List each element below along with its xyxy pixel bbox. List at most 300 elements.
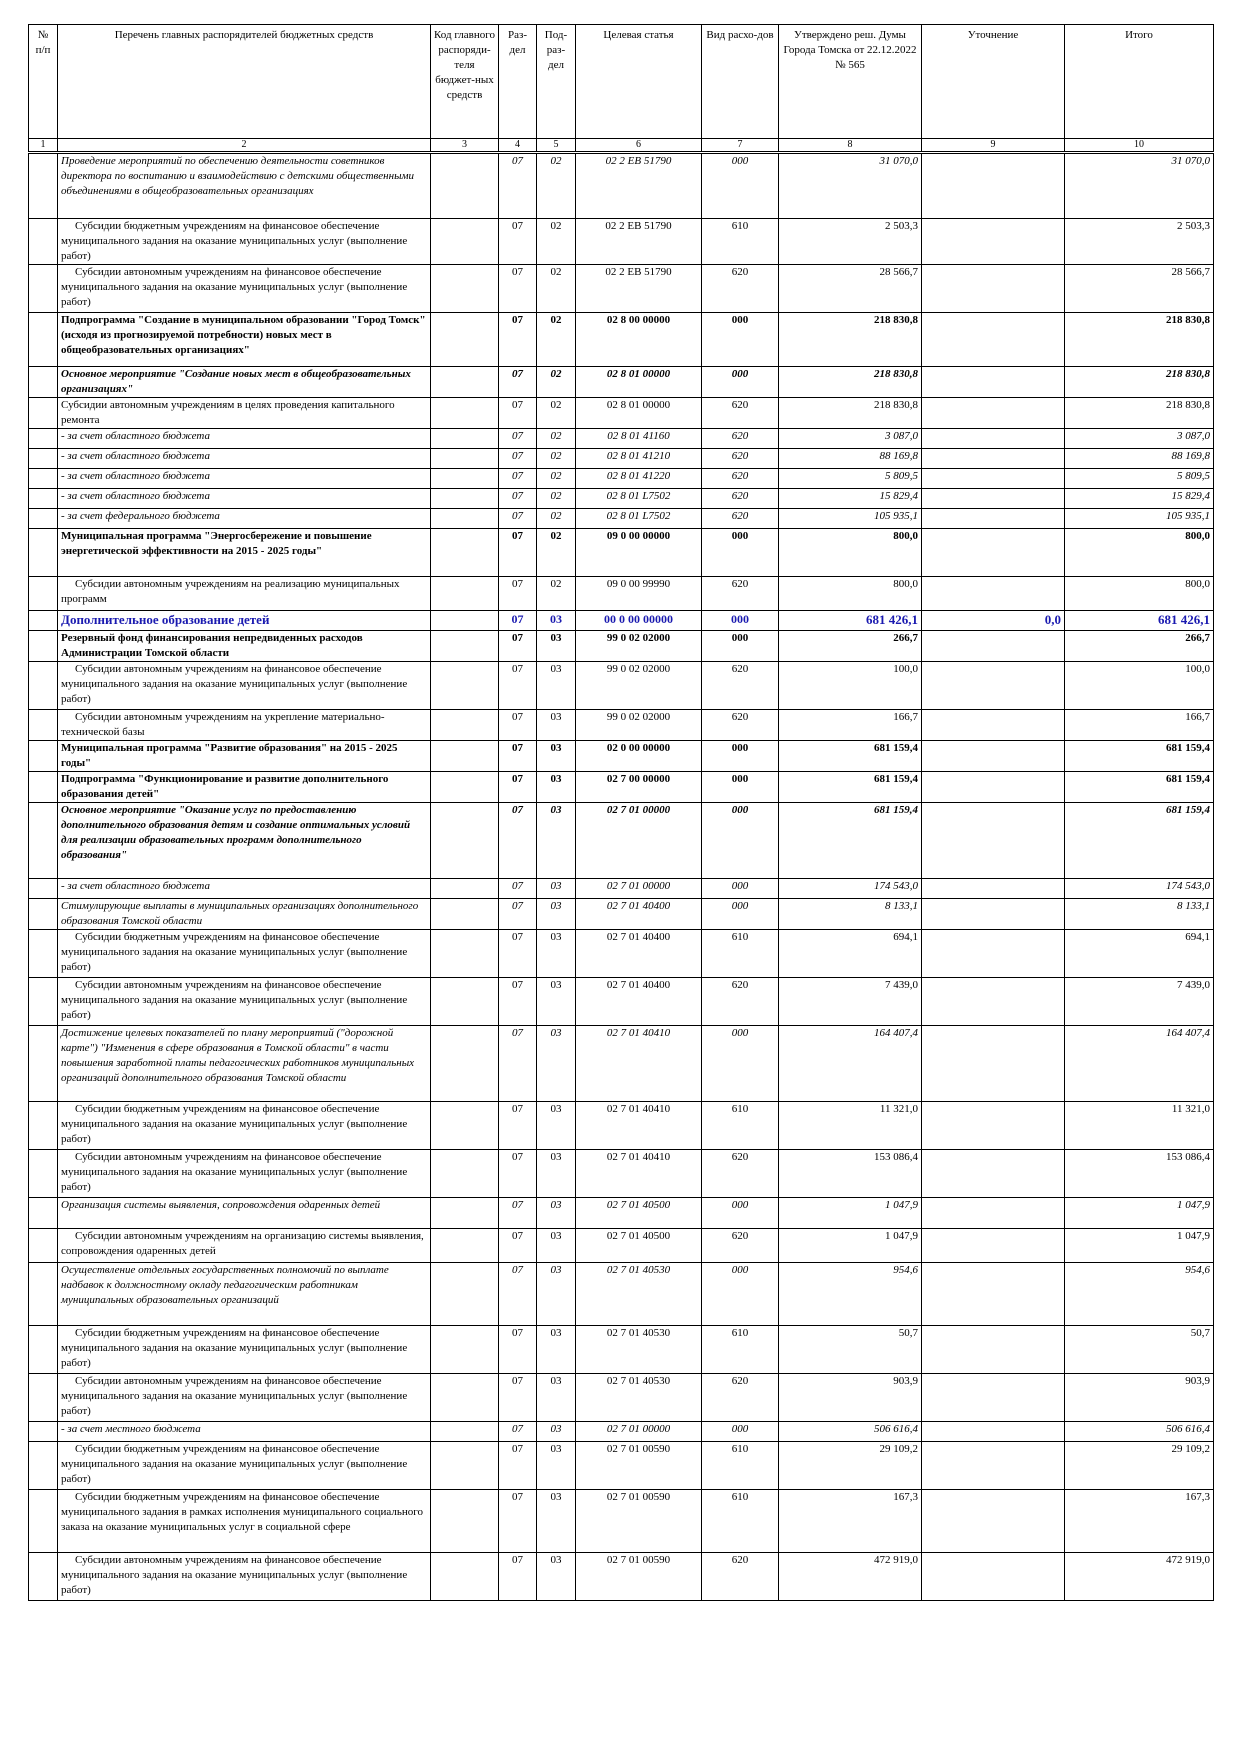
row-name-cell: Субсидии автономным учреждениям на финансовое обеспечение муниципального задания на оказание муниципальных услуг (выполнение работ) (58, 978, 431, 1026)
total-amount-cell: 3 087,0 (1065, 429, 1214, 449)
change-amount-cell (922, 879, 1065, 899)
total-amount-cell: 681 159,4 (1065, 741, 1214, 772)
row-number-cell (29, 1229, 58, 1263)
expense-type-cell: 000 (702, 1026, 779, 1102)
expense-type-cell: 610 (702, 219, 779, 265)
subsection-cell: 03 (537, 978, 576, 1026)
target-article-cell: 09 0 00 00000 (576, 529, 702, 577)
table-row (29, 1553, 1214, 1601)
section-cell: 07 (499, 1263, 537, 1326)
owner-code-cell (431, 611, 499, 631)
section-cell: 07 (499, 772, 537, 803)
row-name-cell: Субсидии бюджетным учреждениям на финансовое обеспечение муниципального задания на оказание муниципальных услуг (выполнение работ) (58, 930, 431, 978)
table-body (29, 153, 1214, 1601)
expense-type-cell: 610 (702, 1442, 779, 1490)
column-number: 6 (576, 139, 702, 153)
table-row (29, 978, 1214, 1026)
owner-code-cell (431, 1026, 499, 1102)
row-name-cell: Субсидии автономным учреждениям на финансовое обеспечение муниципального задания на оказание муниципальных услуг (выполнение работ) (58, 1553, 431, 1601)
expense-type-cell: 000 (702, 1422, 779, 1442)
approved-amount-cell: 1 047,9 (779, 1229, 922, 1263)
subsection-cell: 02 (537, 367, 576, 398)
owner-code-cell (431, 1229, 499, 1263)
approved-amount-cell: 174 543,0 (779, 879, 922, 899)
subsection-cell: 03 (537, 1026, 576, 1102)
row-number-cell (29, 153, 58, 219)
section-cell: 07 (499, 1026, 537, 1102)
total-amount-cell: 164 407,4 (1065, 1026, 1214, 1102)
row-number-cell (29, 1198, 58, 1229)
change-amount-cell (922, 219, 1065, 265)
owner-code-cell (431, 489, 499, 509)
change-amount-cell (922, 529, 1065, 577)
owner-code-cell (431, 741, 499, 772)
total-amount-cell: 1 047,9 (1065, 1198, 1214, 1229)
expense-type-cell: 620 (702, 662, 779, 710)
expense-type-cell: 620 (702, 1553, 779, 1601)
row-number-cell (29, 710, 58, 741)
total-amount-cell: 100,0 (1065, 662, 1214, 710)
total-amount-cell: 153 086,4 (1065, 1150, 1214, 1198)
expense-type-cell: 000 (702, 1263, 779, 1326)
header-col-change: Уточнение (922, 25, 1065, 139)
row-name-cell: Субсидии автономным учреждениям на финансовое обеспечение муниципального задания на оказание муниципальных услуг (выполнение работ) (58, 662, 431, 710)
header-col-subsection: Под-раз-дел (537, 25, 576, 139)
section-cell: 07 (499, 1102, 537, 1150)
table-row (29, 930, 1214, 978)
change-amount-cell (922, 265, 1065, 313)
expense-type-cell: 000 (702, 772, 779, 803)
change-amount-cell (922, 1326, 1065, 1374)
change-amount-cell (922, 662, 1065, 710)
row-number-cell (29, 265, 58, 313)
change-amount-cell (922, 313, 1065, 367)
row-name-cell: Подпрограмма "Создание в муниципальном образовании "Город Томск" (исходя из прогнозируемой потребности) новых мест в общеобразовательных организациях" (58, 313, 431, 367)
total-amount-cell: 506 616,4 (1065, 1422, 1214, 1442)
target-article-cell: 02 2 EB 51790 (576, 153, 702, 219)
approved-amount-cell: 694,1 (779, 930, 922, 978)
section-cell: 07 (499, 1326, 537, 1374)
header-col-name: Перечень главных распорядителей бюджетных средств (58, 25, 431, 139)
header-col-target-article: Целевая статья (576, 25, 702, 139)
subsection-cell: 03 (537, 1490, 576, 1553)
owner-code-cell (431, 313, 499, 367)
subsection-cell: 03 (537, 803, 576, 879)
expense-type-cell: 620 (702, 265, 779, 313)
table-row (29, 529, 1214, 577)
row-name-cell: Субсидии автономным учреждениям на организацию системы выявления, сопровождения одаренных детей (58, 1229, 431, 1263)
section-cell: 07 (499, 367, 537, 398)
subsection-cell: 03 (537, 710, 576, 741)
target-article-cell: 99 0 02 02000 (576, 710, 702, 741)
row-name-cell: Субсидии автономным учреждениям на укрепление материально-технической базы (58, 710, 431, 741)
section-cell: 07 (499, 1150, 537, 1198)
row-number-cell (29, 879, 58, 899)
subsection-cell: 02 (537, 469, 576, 489)
row-name-cell: Субсидии бюджетным учреждениям на финансовое обеспечение муниципального задания на оказание муниципальных услуг (выполнение работ) (58, 1326, 431, 1374)
row-number-cell (29, 772, 58, 803)
total-amount-cell: 2 503,3 (1065, 219, 1214, 265)
expense-type-cell: 000 (702, 367, 779, 398)
table-row (29, 1026, 1214, 1102)
expense-type-cell: 620 (702, 469, 779, 489)
budget-table (28, 24, 1214, 1601)
target-article-cell: 02 7 01 00590 (576, 1490, 702, 1553)
total-amount-cell: 694,1 (1065, 930, 1214, 978)
subsection-cell: 02 (537, 398, 576, 429)
section-cell: 07 (499, 509, 537, 529)
section-cell: 07 (499, 631, 537, 662)
total-amount-cell: 800,0 (1065, 529, 1214, 577)
column-number: 5 (537, 139, 576, 153)
row-number-cell (29, 1326, 58, 1374)
target-article-cell: 02 7 01 40410 (576, 1102, 702, 1150)
subsection-cell: 03 (537, 772, 576, 803)
row-number-cell (29, 509, 58, 529)
owner-code-cell (431, 710, 499, 741)
section-cell: 07 (499, 1442, 537, 1490)
expense-type-cell: 000 (702, 611, 779, 631)
table-row (29, 219, 1214, 265)
approved-amount-cell: 5 809,5 (779, 469, 922, 489)
table-row (29, 1326, 1214, 1374)
change-amount-cell (922, 803, 1065, 879)
row-name-cell: - за счет областного бюджета (58, 429, 431, 449)
table-row (29, 398, 1214, 429)
column-number: 7 (702, 139, 779, 153)
table-row (29, 1229, 1214, 1263)
column-number: 4 (499, 139, 537, 153)
expense-type-cell: 000 (702, 899, 779, 930)
owner-code-cell (431, 1263, 499, 1326)
change-amount-cell: 0,0 (922, 611, 1065, 631)
target-article-cell: 02 7 01 40400 (576, 930, 702, 978)
owner-code-cell (431, 469, 499, 489)
change-amount-cell (922, 1150, 1065, 1198)
change-amount-cell (922, 710, 1065, 741)
table-row (29, 611, 1214, 631)
target-article-cell: 02 2 EB 51790 (576, 219, 702, 265)
row-number-cell (29, 631, 58, 662)
approved-amount-cell: 903,9 (779, 1374, 922, 1422)
target-article-cell: 02 8 01 00000 (576, 367, 702, 398)
total-amount-cell: 218 830,8 (1065, 313, 1214, 367)
total-amount-cell: 903,9 (1065, 1374, 1214, 1422)
expense-type-cell: 620 (702, 1150, 779, 1198)
change-amount-cell (922, 930, 1065, 978)
approved-amount-cell: 31 070,0 (779, 153, 922, 219)
owner-code-cell (431, 219, 499, 265)
target-article-cell: 02 0 00 00000 (576, 741, 702, 772)
row-number-cell (29, 367, 58, 398)
total-amount-cell: 954,6 (1065, 1263, 1214, 1326)
total-amount-cell: 800,0 (1065, 577, 1214, 611)
target-article-cell: 02 7 01 40410 (576, 1026, 702, 1102)
row-number-cell (29, 741, 58, 772)
row-name-cell: Субсидии автономным учреждениям на реализацию муниципальных программ (58, 577, 431, 611)
row-name-cell: Субсидии бюджетным учреждениям на финансовое обеспечение муниципального задания в рамках исполнения муниципального социального заказа на оказание муниципальных услуг в социальной сфере (58, 1490, 431, 1553)
header-col-number: № п/п (29, 25, 58, 139)
row-number-cell (29, 978, 58, 1026)
expense-type-cell: 620 (702, 978, 779, 1026)
total-amount-cell: 681 426,1 (1065, 611, 1214, 631)
approved-amount-cell: 681 159,4 (779, 772, 922, 803)
approved-amount-cell: 15 829,4 (779, 489, 922, 509)
row-name-cell: Достижение целевых показателей по плану мероприятий ("дорожной карте") "Изменения в сфере образования в Томской области" в части повышения заработной платы педагогических работников муниципальных организаций дополнительного образования Томской области (58, 1026, 431, 1102)
approved-amount-cell: 506 616,4 (779, 1422, 922, 1442)
change-amount-cell (922, 1102, 1065, 1150)
approved-amount-cell: 50,7 (779, 1326, 922, 1374)
table-row (29, 1198, 1214, 1229)
table-row (29, 631, 1214, 662)
change-amount-cell (922, 1490, 1065, 1553)
total-amount-cell: 88 169,8 (1065, 449, 1214, 469)
total-amount-cell: 7 439,0 (1065, 978, 1214, 1026)
subsection-cell: 03 (537, 1374, 576, 1422)
expense-type-cell: 620 (702, 509, 779, 529)
change-amount-cell (922, 1553, 1065, 1601)
table-row (29, 1442, 1214, 1490)
section-cell: 07 (499, 313, 537, 367)
subsection-cell: 02 (537, 219, 576, 265)
table-row (29, 772, 1214, 803)
owner-code-cell (431, 1422, 499, 1442)
subsection-cell: 03 (537, 662, 576, 710)
target-article-cell: 02 7 01 40410 (576, 1150, 702, 1198)
owner-code-cell (431, 879, 499, 899)
row-number-cell (29, 1442, 58, 1490)
expense-type-cell: 000 (702, 741, 779, 772)
row-number-cell (29, 529, 58, 577)
column-number: 2 (58, 139, 431, 153)
row-name-cell: Основное мероприятие "Создание новых мест в общеобразовательных организациях" (58, 367, 431, 398)
section-cell: 07 (499, 1198, 537, 1229)
subsection-cell: 02 (537, 509, 576, 529)
row-name-cell: Субсидии бюджетным учреждениям на финансовое обеспечение муниципального задания на оказание муниципальных услуг (выполнение работ) (58, 219, 431, 265)
row-name-cell: Проведение мероприятий по обеспечению деятельности советников директора по воспитанию и взаимодействию с детскими общественными объединениями в общеобразовательных организациях (58, 153, 431, 219)
change-amount-cell (922, 741, 1065, 772)
change-amount-cell (922, 1198, 1065, 1229)
section-cell: 07 (499, 449, 537, 469)
header-col-owner-code: Код главного распоряди-теля бюджет-ных средств (431, 25, 499, 139)
row-number-cell (29, 1026, 58, 1102)
column-number: 10 (1065, 139, 1214, 153)
change-amount-cell (922, 489, 1065, 509)
target-article-cell: 02 7 01 40400 (576, 899, 702, 930)
expense-type-cell: 000 (702, 879, 779, 899)
total-amount-cell: 472 919,0 (1065, 1553, 1214, 1601)
change-amount-cell (922, 469, 1065, 489)
table-row (29, 153, 1214, 219)
row-name-cell: Субсидии автономным учреждениям на финансовое обеспечение муниципального задания на оказание муниципальных услуг (выполнение работ) (58, 1374, 431, 1422)
header-col-total: Итого (1065, 25, 1214, 139)
owner-code-cell (431, 978, 499, 1026)
row-name-cell: - за счет федерального бюджета (58, 509, 431, 529)
table-row (29, 367, 1214, 398)
approved-amount-cell: 800,0 (779, 577, 922, 611)
section-cell: 07 (499, 710, 537, 741)
row-name-cell: Дополнительное образование детей (58, 611, 431, 631)
target-article-cell: 99 0 02 02000 (576, 662, 702, 710)
section-cell: 07 (499, 1422, 537, 1442)
owner-code-cell (431, 803, 499, 879)
target-article-cell: 99 0 02 02000 (576, 631, 702, 662)
header-row (29, 25, 1214, 139)
owner-code-cell (431, 1102, 499, 1150)
change-amount-cell (922, 449, 1065, 469)
target-article-cell: 02 2 EB 51790 (576, 265, 702, 313)
table-row (29, 1422, 1214, 1442)
expense-type-cell: 610 (702, 1490, 779, 1553)
budget-table-sheet (28, 24, 1213, 1601)
expense-type-cell: 620 (702, 449, 779, 469)
row-number-cell (29, 1490, 58, 1553)
subsection-cell: 02 (537, 429, 576, 449)
total-amount-cell: 681 159,4 (1065, 772, 1214, 803)
section-cell: 07 (499, 803, 537, 879)
table-row (29, 899, 1214, 930)
approved-amount-cell: 218 830,8 (779, 367, 922, 398)
total-amount-cell: 218 830,8 (1065, 367, 1214, 398)
expense-type-cell: 000 (702, 529, 779, 577)
row-name-cell: Подпрограмма "Функционирование и развитие дополнительного образования детей" (58, 772, 431, 803)
total-amount-cell: 681 159,4 (1065, 803, 1214, 879)
subsection-cell: 02 (537, 577, 576, 611)
change-amount-cell (922, 509, 1065, 529)
change-amount-cell (922, 899, 1065, 930)
row-number-cell (29, 1553, 58, 1601)
expense-type-cell: 000 (702, 1198, 779, 1229)
target-article-cell: 02 7 01 00590 (576, 1553, 702, 1601)
row-number-cell (29, 313, 58, 367)
row-name-cell: Стимулирующие выплаты в муниципальных организациях дополнительного образования Томской области (58, 899, 431, 930)
target-article-cell: 02 8 01 L7502 (576, 489, 702, 509)
target-article-cell: 02 7 01 40400 (576, 978, 702, 1026)
table-row (29, 1263, 1214, 1326)
subsection-cell: 02 (537, 489, 576, 509)
table-row (29, 509, 1214, 529)
column-number: 8 (779, 139, 922, 153)
column-number-row (29, 139, 1214, 153)
row-number-cell (29, 398, 58, 429)
subsection-cell: 03 (537, 631, 576, 662)
expense-type-cell: 620 (702, 710, 779, 741)
owner-code-cell (431, 1326, 499, 1374)
approved-amount-cell: 164 407,4 (779, 1026, 922, 1102)
row-name-cell: Субсидии бюджетным учреждениям на финансовое обеспечение муниципального задания на оказание муниципальных услуг (выполнение работ) (58, 1442, 431, 1490)
approved-amount-cell: 266,7 (779, 631, 922, 662)
subsection-cell: 03 (537, 930, 576, 978)
total-amount-cell: 1 047,9 (1065, 1229, 1214, 1263)
total-amount-cell: 15 829,4 (1065, 489, 1214, 509)
row-number-cell (29, 1150, 58, 1198)
row-number-cell (29, 1102, 58, 1150)
owner-code-cell (431, 1442, 499, 1490)
total-amount-cell: 11 321,0 (1065, 1102, 1214, 1150)
approved-amount-cell: 166,7 (779, 710, 922, 741)
subsection-cell: 03 (537, 1102, 576, 1150)
target-article-cell: 02 7 01 40500 (576, 1229, 702, 1263)
table-row (29, 265, 1214, 313)
change-amount-cell (922, 153, 1065, 219)
change-amount-cell (922, 1026, 1065, 1102)
change-amount-cell (922, 429, 1065, 449)
change-amount-cell (922, 1229, 1065, 1263)
row-number-cell (29, 1422, 58, 1442)
section-cell: 07 (499, 1374, 537, 1422)
target-article-cell: 02 7 01 00000 (576, 879, 702, 899)
table-row (29, 313, 1214, 367)
owner-code-cell (431, 398, 499, 429)
owner-code-cell (431, 1150, 499, 1198)
approved-amount-cell: 167,3 (779, 1490, 922, 1553)
row-name-cell: Организация системы выявления, сопровождения одаренных детей (58, 1198, 431, 1229)
owner-code-cell (431, 1374, 499, 1422)
approved-amount-cell: 105 935,1 (779, 509, 922, 529)
target-article-cell: 02 7 01 40500 (576, 1198, 702, 1229)
total-amount-cell: 8 133,1 (1065, 899, 1214, 930)
expense-type-cell: 620 (702, 429, 779, 449)
target-article-cell: 00 0 00 00000 (576, 611, 702, 631)
section-cell: 07 (499, 529, 537, 577)
section-cell: 07 (499, 662, 537, 710)
subsection-cell: 02 (537, 449, 576, 469)
row-name-cell: Резервный фонд финансирования непредвиденных расходов Администрации Томской области (58, 631, 431, 662)
target-article-cell: 02 8 00 00000 (576, 313, 702, 367)
owner-code-cell (431, 429, 499, 449)
approved-amount-cell: 218 830,8 (779, 398, 922, 429)
subsection-cell: 02 (537, 313, 576, 367)
table-row (29, 1490, 1214, 1553)
target-article-cell: 02 8 01 L7502 (576, 509, 702, 529)
change-amount-cell (922, 1374, 1065, 1422)
table-row (29, 429, 1214, 449)
row-number-cell (29, 489, 58, 509)
row-number-cell (29, 449, 58, 469)
table-row (29, 879, 1214, 899)
subsection-cell: 03 (537, 1442, 576, 1490)
section-cell: 07 (499, 930, 537, 978)
approved-amount-cell: 954,6 (779, 1263, 922, 1326)
approved-amount-cell: 11 321,0 (779, 1102, 922, 1150)
approved-amount-cell: 681 159,4 (779, 741, 922, 772)
expense-type-cell: 000 (702, 803, 779, 879)
expense-type-cell: 620 (702, 1229, 779, 1263)
table-row (29, 1150, 1214, 1198)
subsection-cell: 02 (537, 153, 576, 219)
subsection-cell: 03 (537, 1326, 576, 1374)
section-cell: 07 (499, 265, 537, 313)
row-number-cell (29, 662, 58, 710)
subsection-cell: 03 (537, 741, 576, 772)
expense-type-cell: 620 (702, 398, 779, 429)
total-amount-cell: 5 809,5 (1065, 469, 1214, 489)
target-article-cell: 02 8 01 00000 (576, 398, 702, 429)
owner-code-cell (431, 1553, 499, 1601)
target-article-cell: 02 7 01 00000 (576, 1422, 702, 1442)
owner-code-cell (431, 772, 499, 803)
target-article-cell: 02 8 01 41220 (576, 469, 702, 489)
table-row (29, 662, 1214, 710)
approved-amount-cell: 29 109,2 (779, 1442, 922, 1490)
subsection-cell: 03 (537, 1422, 576, 1442)
approved-amount-cell: 100,0 (779, 662, 922, 710)
subsection-cell: 03 (537, 1150, 576, 1198)
column-number: 9 (922, 139, 1065, 153)
approved-amount-cell: 218 830,8 (779, 313, 922, 367)
approved-amount-cell: 3 087,0 (779, 429, 922, 449)
row-name-cell: Субсидии автономным учреждениям в целях проведения капитального ремонта (58, 398, 431, 429)
